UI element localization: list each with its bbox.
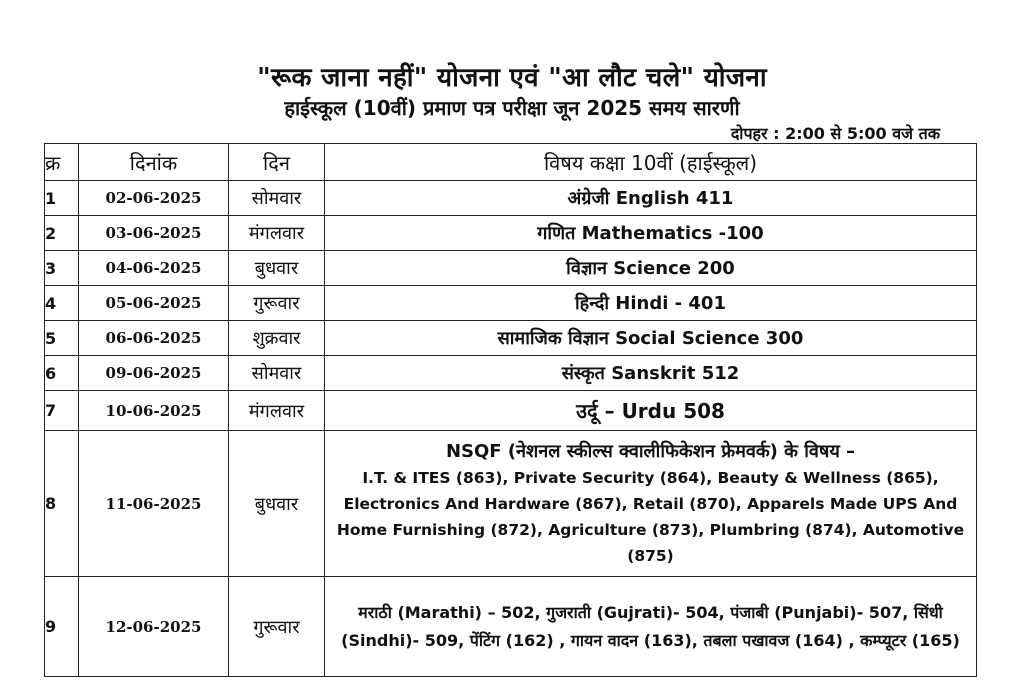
subject-cell: उर्दू – Urdu 508 xyxy=(325,391,977,431)
day-cell: बुधवार xyxy=(229,431,325,577)
column-header-date: दिनांक xyxy=(79,144,229,181)
serial-cell: 5 xyxy=(45,321,79,356)
subject-cell: सामाजिक विज्ञान Social Science 300 xyxy=(325,321,977,356)
table-row xyxy=(45,181,977,216)
column-header-subject: विषय कक्षा 10वीं (हाईस्कूल) xyxy=(325,144,977,181)
table-header-row xyxy=(45,144,977,181)
table-row xyxy=(45,431,977,577)
table-row xyxy=(45,577,977,677)
subject-cell: मराठी (Marathi) – 502, गुजराती (Gujrati)- 504, पंजाबी (Punjabi)- 507, सिंधी (Sindhi)- 509, पेंटिंग (162) , गायन वादन (163), तबला पखावज (164) , कम्प्यूटर (165) xyxy=(325,577,977,677)
exam-timing: दोपहर : 2:00 से 5:00 वजे तक xyxy=(730,124,940,143)
subject-cell xyxy=(325,431,977,577)
day-cell: मंगलवार xyxy=(229,216,325,251)
day-cell: सोमवार xyxy=(229,356,325,391)
date-cell: 09-06-2025 xyxy=(79,356,229,391)
serial-cell: 8 xyxy=(45,431,79,577)
day-cell: गुरूवार xyxy=(229,286,325,321)
table-row xyxy=(45,286,977,321)
serial-cell: 3 xyxy=(45,251,79,286)
document-subtitle: हाईस्कूल (10वीं) प्रमाण पत्र परीक्षा जून 2025 समय सारणी xyxy=(284,96,740,120)
serial-cell: 2 xyxy=(45,216,79,251)
day-cell: बुधवार xyxy=(229,251,325,286)
subject-cell: विज्ञान Science 200 xyxy=(325,251,977,286)
date-cell: 12-06-2025 xyxy=(79,577,229,677)
table-row xyxy=(45,356,977,391)
document-title: "रूक जाना नहीं" योजना एवं "आ लौट चले" योजना xyxy=(257,63,767,93)
table-row xyxy=(45,216,977,251)
date-cell: 11-06-2025 xyxy=(79,431,229,577)
date-cell: 04-06-2025 xyxy=(79,251,229,286)
column-header-serial: क्र xyxy=(45,144,79,181)
serial-cell: 4 xyxy=(45,286,79,321)
serial-cell: 1 xyxy=(45,181,79,216)
serial-cell: 6 xyxy=(45,356,79,391)
schedule-table xyxy=(44,143,977,677)
serial-cell: 9 xyxy=(45,577,79,677)
table-row xyxy=(45,321,977,356)
day-cell: मंगलवार xyxy=(229,391,325,431)
column-header-day: दिन xyxy=(229,144,325,181)
day-cell: गुरूवार xyxy=(229,577,325,677)
table-row xyxy=(45,251,977,286)
table-row xyxy=(45,391,977,431)
subject-cell: हिन्दी Hindi - 401 xyxy=(325,286,977,321)
date-cell: 10-06-2025 xyxy=(79,391,229,431)
subject-cell: गणित Mathematics -100 xyxy=(325,216,977,251)
day-cell: सोमवार xyxy=(229,181,325,216)
date-cell: 06-06-2025 xyxy=(79,321,229,356)
subject-cell: अंग्रेजी English 411 xyxy=(325,181,977,216)
subject-cell: संस्कृत Sanskrit 512 xyxy=(325,356,977,391)
nsqf-subject-list: I.T. & ITES (863), Private Security (864), Beauty & Wellness (865), Electronics And Hardware (867), Retail (870), Apparels Made UPS And Home Furnishing (872), Agriculture (873), Plumbring (874), Automotive (875) xyxy=(336,468,965,565)
date-cell: 02-06-2025 xyxy=(79,181,229,216)
date-cell: 03-06-2025 xyxy=(79,216,229,251)
serial-cell: 7 xyxy=(45,391,79,431)
day-cell: शुक्रवार xyxy=(229,321,325,356)
date-cell: 05-06-2025 xyxy=(79,286,229,321)
nsqf-heading: NSQF (नेशनल स्कील्स क्वालीफिकेशन फ्रेमवर्क) के विषय – xyxy=(445,440,856,462)
